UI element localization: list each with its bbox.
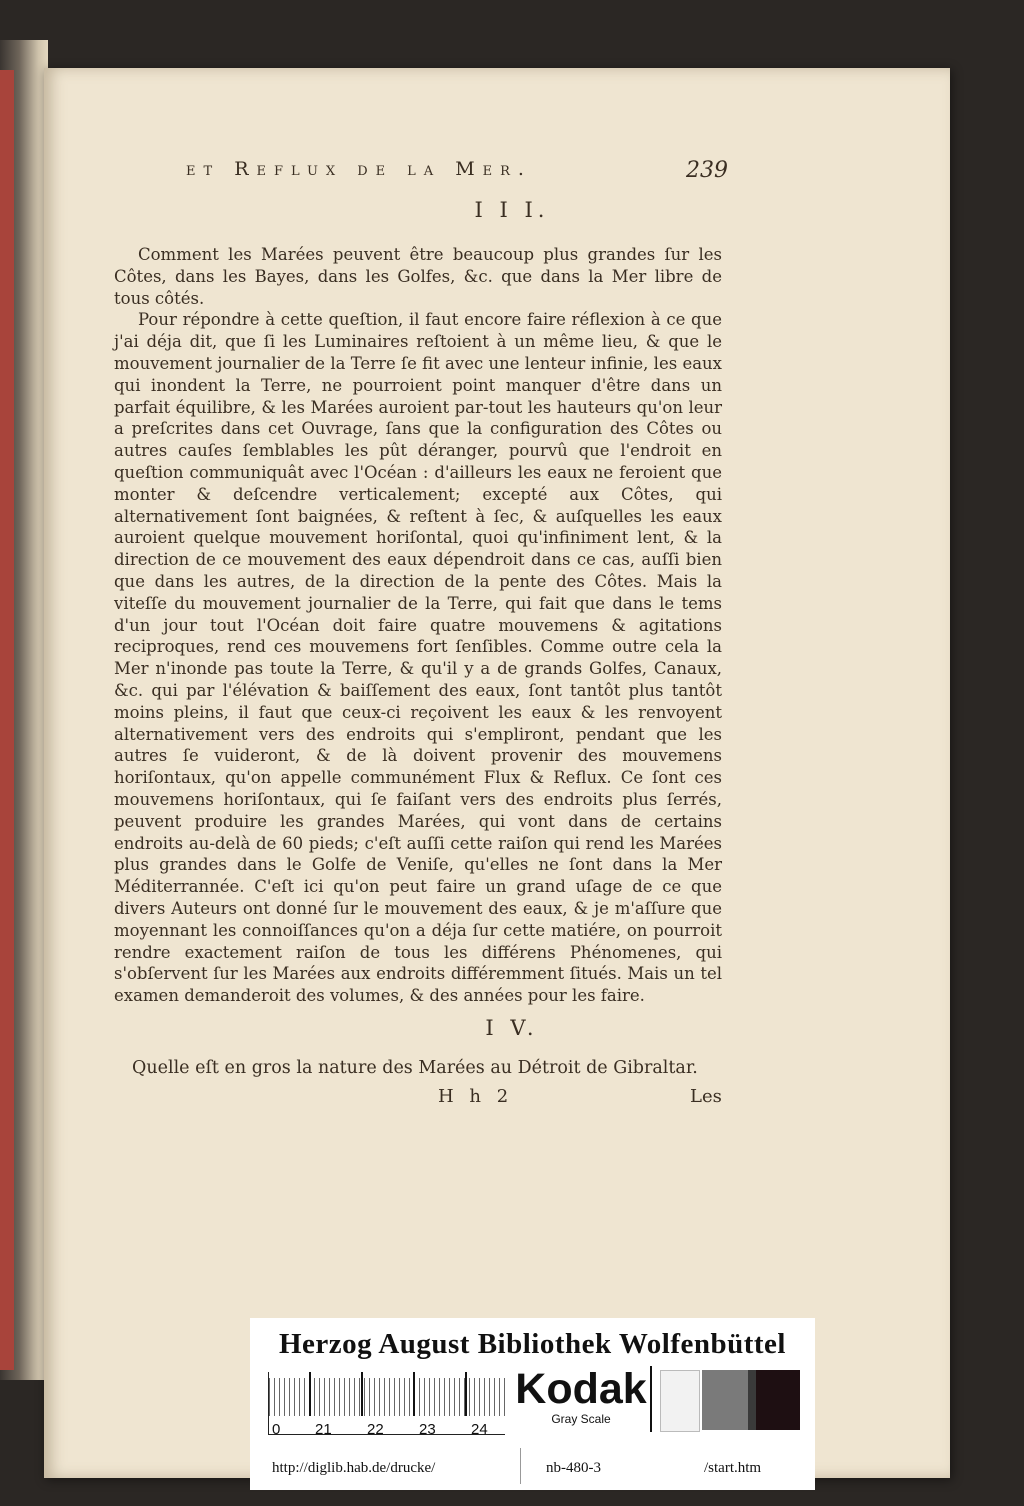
question-paragraph: Comment les Marées peuvent être beaucoup plus grandes ſur les Côtes, dans les Bayes, dans les Golfes, &c. que dans la Mer libre de tous côtés. bbox=[114, 245, 722, 308]
institution-name: Herzog August Bibliothek Wolfenbüttel bbox=[279, 1328, 786, 1360]
answer-paragraph: Pour répondre à cette queſtion, il faut encore faire réflexion à ce que j'ai déja dit, que ſi les Luminaires reſtoient à un même lieu, & que le mouvement journalier de la Terre ſe fit avec une lenteur infinie, les eaux qui inondent la Terre, ne pourroient point manquer d'être dans un parfait équilibre, & les Marées auroient par-tout les hauteurs qu'on leur a preſcrites dans cet Ouvrage, ſans que la configuration des Côtes ou autres cauſes ſemblables les pût déranger, pourvû que l'endroit en queſtion communiquât avec l'Océan : d'ailleurs les eaux ne feroient que monter & deſcendre verticalement; excepté aux Côtes, qui alternativement ſont baignées, & reſtent à ſec, & auſquelles les eaux auroient quelque mouvement horiſontal, quoi qu'infiniment lent, & la direction de ce mouvement des eaux dépendroit dans ce cas, auſſi bien que dans les autres, de la direction de la pente des Côtes. Mais la viteſſe du mouvement journalier de la Terre, qui fait que dans le tems d'un jour tout l'Océan doit faire quatre mouvemens & agitations reciproques, rend ces mouvemens fort ſenſibles. Comme outre cela la Mer n'inonde pas toute la Terre, & qu'il y a de grands Golfes, Canaux, &c. qui par l'élévation & baiſſement des eaux, ſont tantôt plus tantôt moins pleins, il faut que ceux-ci reçoivent les eaux & les renvoyent alternativement vers des endroits qui s'empliront, pendant que les autres ſe vuideront, & de là doivent provenir des mouvemens horiſontaux, qu'on appelle communément Flux & Reflux. Ce ſont ces mouvemens horiſontaux, qui ſe faiſant vers des endroits plus ſerrés, peuvent produire les grandes Marées, qui vont dans de certains endroits au-delà de 60 pieds; c'eſt auſſi cette raiſon qui rend les Marées plus grandes dans le Golfe de Veniſe, qu'elles ne ſont dans la Mer Méditerrannée. C'eſt ici qu'on peut faire un grand uſage de ce que divers Auteurs ont donné ſur le mouvement des eaux, & je m'aſſure que moyennant les connoiſſances qu'on a déja ſur cette matiére, on pourroit rendre exactement raiſon de tous les différens Phénomenes, qui s'obſervent ſur les Marées aux endroits différemment ſitués. Mais un tel examen demanderoit des volumes, & des années pour les faire. bbox=[114, 310, 722, 1006]
ruler-major-tick bbox=[413, 1372, 415, 1416]
ruler-major-tick bbox=[361, 1372, 363, 1416]
ruler-number: 22 bbox=[367, 1421, 384, 1438]
question-line: Quelle eſt en gros la nature des Marées au Détroit de Gibraltar. bbox=[132, 1058, 698, 1078]
ruler-number: 0 bbox=[272, 1421, 281, 1438]
ruler-major-tick bbox=[309, 1372, 311, 1416]
ruler-ticks bbox=[269, 1378, 505, 1416]
page-number: 239 bbox=[686, 158, 728, 183]
running-head: et Reflux de la Mer. bbox=[186, 158, 532, 180]
section-heading-3: I I I. bbox=[474, 198, 550, 222]
signature-mark: H h 2 bbox=[438, 1086, 514, 1107]
ruler-number: 21 bbox=[315, 1421, 332, 1438]
gray-swatch-dark bbox=[748, 1370, 756, 1430]
start-page-link: /start.htm bbox=[704, 1460, 762, 1476]
section-heading-4: I V. bbox=[485, 1016, 539, 1040]
shelf-id: nb-480-3 bbox=[546, 1460, 601, 1476]
gray-swatch-white bbox=[660, 1370, 700, 1432]
library-url: http://diglib.hab.de/drucke/ bbox=[272, 1460, 436, 1476]
card-divider bbox=[520, 1448, 521, 1484]
ruler-major-tick bbox=[465, 1372, 467, 1416]
kodak-label bbox=[512, 1366, 652, 1432]
ruler-number: 24 bbox=[471, 1421, 488, 1438]
binding-strip bbox=[0, 70, 14, 1370]
gray-swatch-black bbox=[756, 1370, 800, 1430]
section-3-body bbox=[114, 244, 722, 1007]
measurement-ruler bbox=[268, 1372, 505, 1438]
gray-scale-label: Gray Scale bbox=[551, 1412, 611, 1426]
section-4-question bbox=[114, 1058, 722, 1080]
kodak-logo: Kodak bbox=[515, 1365, 647, 1413]
gray-swatch-mid bbox=[702, 1370, 748, 1430]
scan-color-card bbox=[250, 1318, 815, 1490]
catchword: Les bbox=[690, 1086, 722, 1107]
ruler-number: 23 bbox=[419, 1421, 436, 1438]
